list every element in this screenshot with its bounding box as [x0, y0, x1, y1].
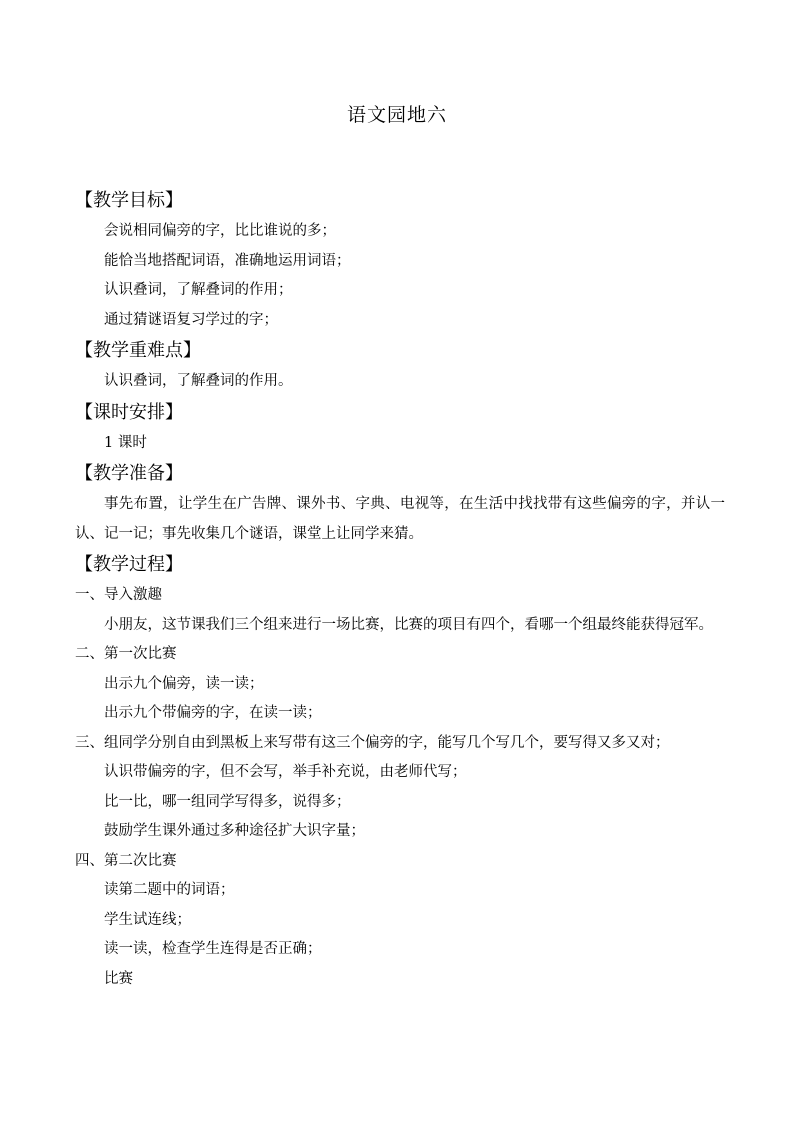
- process-step-text: 小朋友，这节课我们三个组来进行一场比赛，比赛的项目有四个，看哪一个组最终能获得冠军。: [104, 616, 713, 633]
- key-points-text: 认识叠词，了解叠词的作用。: [104, 373, 293, 389]
- section-goals: [75, 185, 725, 335]
- goal-item: 认识叠词，了解叠词的作用；: [104, 282, 293, 298]
- process-step-title: 一、导入激趣: [75, 587, 162, 603]
- goal-item: 能恰当地搭配词语，准确地运用词语；: [104, 252, 351, 269]
- process-step-title: 四、第二次比赛: [75, 852, 177, 869]
- process-step-title: 二、第一次比赛: [75, 646, 177, 662]
- process-step-item: 读第二题中的词语；: [104, 882, 235, 898]
- goal-item: 会说相同偏旁的字，比比谁说的多；: [104, 223, 336, 239]
- section-key-points: [75, 335, 725, 397]
- section-heading-preparation: 【教学准备】: [75, 463, 183, 484]
- process-step-item: 鼓励学生课外通过多种途径扩大识字量；: [104, 823, 365, 839]
- process-step-item: 出示九个带偏旁的字，在读一读；: [104, 705, 322, 721]
- schedule-text: 1 课时: [104, 434, 147, 451]
- process-step-item: 学生试连线；: [104, 911, 191, 928]
- section-schedule: [75, 397, 725, 459]
- goal-item: 通过猜谜语复习学过的字；: [104, 311, 278, 328]
- document-title: 语文园地六: [346, 104, 447, 126]
- document-body: [75, 185, 725, 994]
- section-heading-process: 【教学过程】: [75, 554, 183, 575]
- section-heading-key-points: 【教学重难点】: [75, 340, 201, 361]
- process-step-item: 比一比，哪一组同学写得多，说得多；: [104, 793, 351, 810]
- process-step-item: 比赛: [104, 970, 133, 987]
- preparation-text: 事先布置，让学生在广告牌、课外书、字典、电视等，在生活中找找带有这些偏旁的字，并认一认、记一记；事先收集几个谜语，课堂上让同学来猜。: [75, 496, 725, 542]
- section-heading-schedule: 【课时安排】: [75, 401, 183, 423]
- section-preparation: [75, 458, 725, 549]
- section-heading-goals: 【教学目标】: [75, 190, 183, 211]
- process-step-item: 认识带偏旁的字，但不会写，举手补充说，由老师代写；: [104, 764, 467, 780]
- process-step-item: 读一读，检查学生连得是否正确；: [104, 941, 322, 957]
- process-step-item: 出示九个偏旁，读一读；: [104, 675, 264, 692]
- process-step-title: 三、组同学分别自由到黑板上来写带有这三个偏旁的字，能写几个写几个，要写得又多又对；: [75, 734, 670, 751]
- section-process: [75, 549, 725, 994]
